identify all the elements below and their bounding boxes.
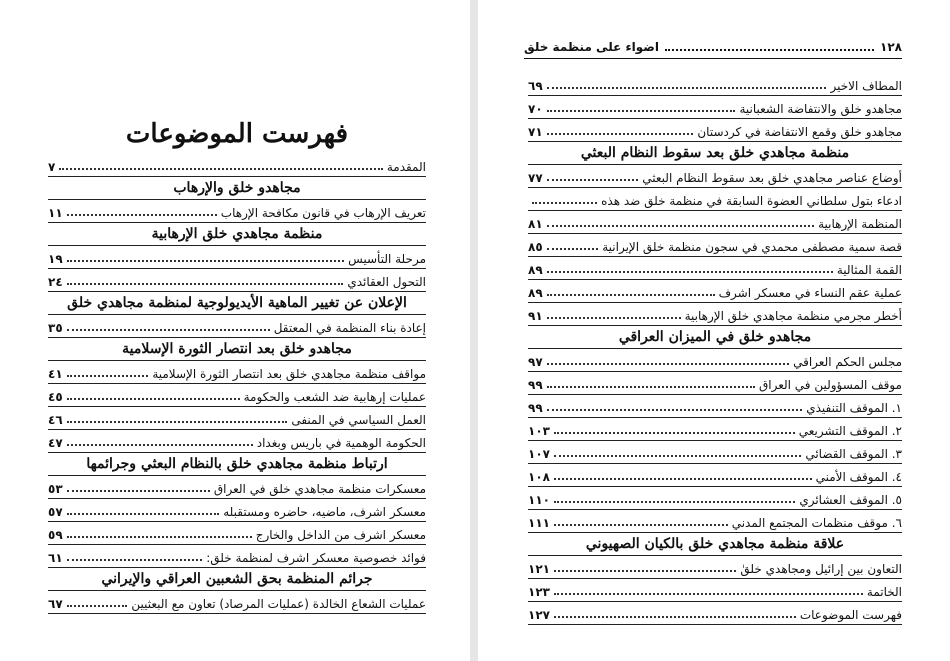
toc-entry-page: ١١ <box>48 206 63 220</box>
toc-entry-page: ٧١ <box>528 125 543 139</box>
dot-leader <box>554 478 812 480</box>
toc-entry <box>48 499 426 522</box>
toc-entry-title: ٢. الموقف التشريعي <box>798 424 902 438</box>
dot-leader <box>547 317 681 319</box>
toc-section-heading: ارتباط منظمة مجاهدي خلق بالنظام البعثي وجرائمها <box>48 453 426 476</box>
dot-leader <box>547 386 755 388</box>
toc-entry-page: ٨٥ <box>528 240 543 254</box>
toc-entry-title: معسكر اشرف، ماضيه، حاضره ومستقبله <box>223 505 426 519</box>
toc-entry <box>48 269 426 292</box>
toc-entry-page: ١٠٧ <box>528 447 550 461</box>
toc-entry-title: تعريف الإرهاب في قانون مكافحة الإرهاب <box>220 206 426 220</box>
toc-entry-page: ٦٧ <box>48 597 63 611</box>
toc-entry-page: ٧٧ <box>528 171 543 185</box>
toc-entry <box>528 487 902 510</box>
toc-entry-page: ١١١ <box>528 516 550 530</box>
dot-leader <box>67 283 344 285</box>
dot-leader <box>547 409 803 411</box>
toc-section-heading: جرائم المنظمة بحق الشعبين العراقي والإيراني <box>48 568 426 591</box>
toc-entry-page: ٧ <box>48 160 56 174</box>
toc-entry <box>528 96 902 119</box>
toc-entry <box>528 234 902 257</box>
toc-entry-title: مرحلة التأسيس <box>348 252 426 266</box>
toc-entry-title: ٥. الموقف العشائري <box>799 493 902 507</box>
dot-leader <box>554 455 801 457</box>
toc-entry-page: ١٠٨ <box>528 470 550 484</box>
toc-entry-page: ٨١ <box>528 217 543 231</box>
toc-entry-title: المنظمة الإرهابية <box>818 217 902 231</box>
toc-entry-title: معسكر اشرف من الداخل والخارج <box>255 528 426 542</box>
toc-entry-page: ٩١ <box>528 309 543 323</box>
toc-entry-page: ١٢١ <box>528 562 550 576</box>
toc-entry-title: عمليات الشعاع الخالدة (عمليات المرصاد) تعاون مع البعثيين <box>131 597 426 611</box>
dot-leader <box>67 536 252 538</box>
toc-entry <box>528 464 902 487</box>
toc-entry-page: ٧٠ <box>528 102 543 116</box>
toc-entry-title: فهرست الموضوعات <box>799 608 902 622</box>
dot-leader <box>547 248 599 250</box>
dot-leader <box>67 444 253 446</box>
toc-entry-page: ١٠٣ <box>528 424 550 438</box>
toc-entry-title: ادعاء بتول سلطاني العضوة السابقة في منظمة خلق ضد هذه <box>601 194 902 208</box>
toc-entry-page: ٦١ <box>48 551 63 565</box>
toc-entry <box>528 119 902 142</box>
toc-entry-title: التعاون بين إرائيل ومجاهدي خلقٰ <box>740 562 902 576</box>
toc-entry-title: مواقف منظمة مجاهدي خلق بعد انتصار الثورة الإسلامية <box>152 367 426 381</box>
toc-entry-page: ١٩ <box>48 252 63 266</box>
toc-entry-page: ٤٦ <box>48 413 63 427</box>
toc-entry <box>528 349 902 372</box>
dot-leader <box>547 133 694 135</box>
toc-entry-title: مجاهدو خلق وقمع الانتفاضة في كردستان <box>697 125 902 139</box>
toc-entry-page: ٥٩ <box>48 528 63 542</box>
dot-leader <box>547 225 814 227</box>
toc-entry-page: ٦٩ <box>528 79 543 93</box>
toc-entry <box>528 556 902 579</box>
toc-entry-title: التحول العقائدي <box>347 275 426 289</box>
toc-entry <box>528 73 902 96</box>
toc-entry <box>528 602 902 625</box>
toc-entry-page: ١٢٣ <box>528 585 550 599</box>
toc-entry-title: المقدمة <box>386 160 426 174</box>
toc-right <box>528 73 902 625</box>
dot-leader <box>547 87 827 89</box>
toc-entry <box>48 384 426 407</box>
header-leader <box>665 49 874 51</box>
toc-entry-page: ٩٩ <box>528 378 543 392</box>
toc-section-heading: منظمة مجاهدي خلق بعد سقوط النظام البعثي <box>528 142 902 165</box>
toc-section-heading: مجاهدو خلق بعد انتصار الثورة الإسلامية <box>48 338 426 361</box>
toc-entry <box>48 315 426 338</box>
toc-entry-title: ٣. الموقف القضائي <box>805 447 902 461</box>
toc-entry <box>528 303 902 326</box>
toc-entry-page: ٢٤ <box>48 275 63 289</box>
dot-leader <box>67 214 217 216</box>
dot-leader <box>67 398 240 400</box>
book-gutter <box>470 0 478 661</box>
toc-entry-title: إعادة بناء المنظمة في المعتقل <box>273 321 426 335</box>
dot-leader <box>547 179 639 181</box>
dot-leader <box>532 202 597 204</box>
toc-section-heading: منظمة مجاهدي خلق الإرهابية <box>48 223 426 246</box>
toc-entry <box>528 510 902 533</box>
header-page-number: ١٢٨ <box>880 40 902 54</box>
left-page <box>0 0 470 661</box>
dot-leader <box>547 294 715 296</box>
dot-leader <box>547 110 736 112</box>
dot-leader <box>67 329 270 331</box>
toc-entry <box>528 280 902 303</box>
dot-leader <box>547 271 833 273</box>
toc-entry <box>528 441 902 464</box>
header-book-title: اضواء على منظمة خلق <box>524 40 659 54</box>
dot-leader <box>547 363 789 365</box>
toc-entry <box>48 476 426 499</box>
toc-entry-title: مجلس الحكم العراقي <box>793 355 902 369</box>
page-title: فهرست الموضوعات <box>125 119 349 149</box>
toc-entry-page: ٣٥ <box>48 321 63 335</box>
toc-entry-title: عملية عقم النساء في معسكر اشرف <box>718 286 902 300</box>
toc-entry-title: ٦. موقف منظمات المجتمع المدني <box>731 516 902 530</box>
toc-entry-page: ٨٩ <box>528 286 543 300</box>
dot-leader <box>554 570 736 572</box>
toc-entry-page: ٥٧ <box>48 505 63 519</box>
toc-entry <box>48 154 426 177</box>
toc-entry-title: الخاتمة <box>866 585 902 599</box>
toc-entry-title: ٤. الموقف الأمني <box>815 470 902 484</box>
toc-list-left <box>48 154 426 614</box>
toc-entry <box>48 246 426 269</box>
dot-leader <box>554 524 728 526</box>
toc-entry <box>528 211 902 234</box>
toc-entry-page: ٤٧ <box>48 436 63 450</box>
dot-leader <box>554 593 863 595</box>
toc-entry-title: فوائد خصوصية معسكر اشرف لمنظمة خلق: <box>206 551 426 565</box>
toc-entry <box>528 579 902 602</box>
toc-left <box>48 114 426 614</box>
toc-entry-title: المطاف الاخير <box>830 79 902 93</box>
dot-leader <box>67 421 288 423</box>
toc-entry-title: معسكرات منظمة مجاهدي خلق في العراق <box>213 482 426 496</box>
header-rule <box>524 58 902 59</box>
toc-entry-title: ١. الموقف التنفيذي <box>806 401 902 415</box>
dot-leader <box>67 605 128 607</box>
toc-entry <box>528 372 902 395</box>
toc-entry-title: القمة المثالية <box>836 263 902 277</box>
toc-entry-title: الحكومة الوهمية في باريس وبغداد <box>256 436 426 450</box>
toc-entry <box>48 430 426 453</box>
toc-entry <box>528 165 902 188</box>
toc-entry-page: ٤٥ <box>48 390 63 404</box>
toc-entry-page: ٨٩ <box>528 263 543 277</box>
dot-leader <box>67 375 149 377</box>
dot-leader <box>67 559 203 561</box>
toc-entry-title: أوضاع عناصر مجاهدي خلق بعد سقوط النظام البعثي <box>642 171 902 185</box>
toc-entry-title: مجاهدو خلق والانتفاضة الشعبانية <box>739 102 902 116</box>
toc-entry-page: ٥٣ <box>48 482 63 496</box>
toc-entry <box>528 257 902 280</box>
toc-entry <box>48 545 426 568</box>
toc-section-heading: علاقة منظمة مجاهدي خلق بالكيان الصهيوني <box>528 533 902 556</box>
toc-entry <box>48 522 426 545</box>
toc-entry <box>48 407 426 430</box>
toc-section-heading: الإعلان عن تغيير الماهية الأيديولوجية لمنظمة مجاهدي خلق <box>48 292 426 315</box>
toc-entry-page: ٤١ <box>48 367 63 381</box>
toc-entry <box>48 200 426 223</box>
dot-leader <box>554 432 795 434</box>
toc-entry-title: العمل السياسي في المنفى <box>291 413 426 427</box>
toc-entry <box>48 361 426 384</box>
toc-entry <box>528 188 902 211</box>
toc-section-heading: مجاهدو خلق والإرهاب <box>48 177 426 200</box>
toc-entry <box>528 395 902 418</box>
dot-leader <box>59 168 383 170</box>
toc-entry-title: موقف المسؤولين في العراق <box>758 378 902 392</box>
right-page <box>478 0 950 661</box>
toc-entry-page: ٩٧ <box>528 355 543 369</box>
dot-leader <box>554 501 795 503</box>
toc-entry-title: أخطر مجرمي منظمة مجاهدي خلق الإرهابية <box>684 309 902 323</box>
toc-entry-page: ٩٩ <box>528 401 543 415</box>
dot-leader <box>67 490 210 492</box>
dot-leader <box>554 616 796 618</box>
toc-entry-page: ١١٠ <box>528 493 550 507</box>
running-header <box>524 38 902 54</box>
toc-entry <box>48 591 426 614</box>
toc-entry <box>528 418 902 441</box>
toc-section-heading: مجاهدو خلق في الميزان العراقي <box>528 326 902 349</box>
toc-entry-title: عمليات إرهابية ضد الشعب والحكومة <box>243 390 426 404</box>
toc-list-right <box>528 73 902 625</box>
dot-leader <box>67 260 344 262</box>
toc-entry-title: قصة سمية مصطفى محمدي في سجون منظمة خلق الإيرانية <box>602 240 902 254</box>
toc-entry-page: ١٢٧ <box>528 608 550 622</box>
dot-leader <box>67 513 220 515</box>
